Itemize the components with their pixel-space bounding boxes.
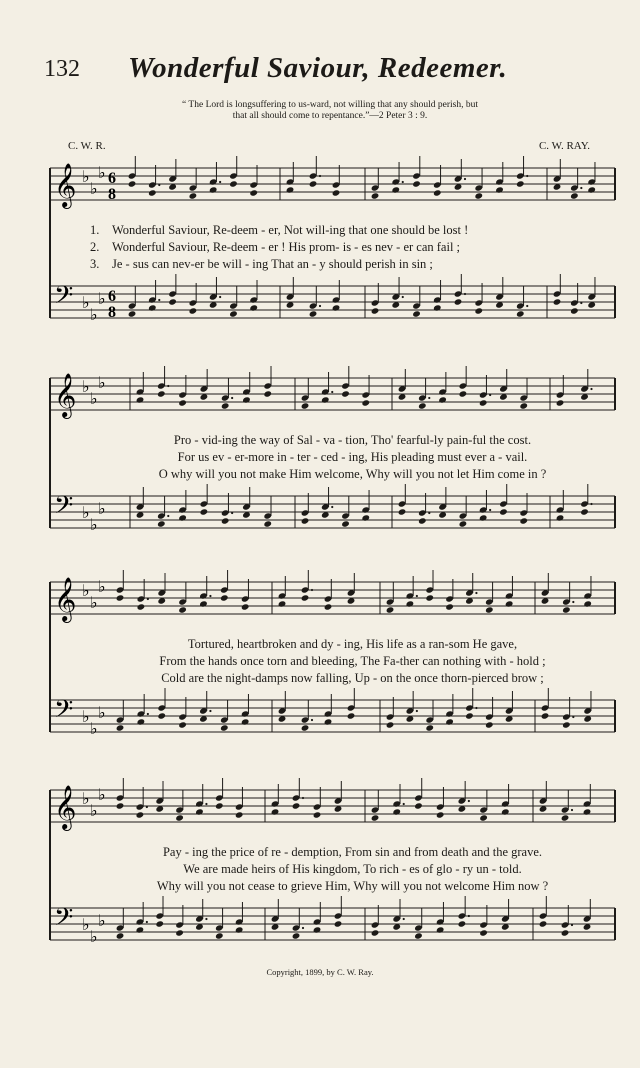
lyric-text: Wonderful Saviour, Re-deem - er, Not will-ing that one should be lost !: [112, 223, 469, 237]
treble-clef-icon: 𝄞: [54, 785, 77, 829]
bass-notes-measure-1: [116, 896, 244, 940]
music-system-1: [50, 163, 615, 328]
flat-icon: ♭: [98, 785, 106, 804]
bass-staff: [50, 700, 615, 732]
bass-clef-icon: 𝄢: [54, 903, 74, 938]
music-system-2: [50, 373, 615, 538]
lyric-text: Pay - ing the price of re - demption, From sin and from death and the grave.: [162, 845, 543, 859]
epigraph: [100, 100, 560, 122]
treble-notes-measure-1: [116, 778, 244, 822]
bass-clef-icon: 𝄢: [54, 491, 74, 526]
lyrics-block: [90, 222, 615, 273]
lyric-line: [90, 239, 615, 256]
bass-notes-measure-2: [286, 277, 341, 318]
flat-icon: ♭: [82, 789, 90, 808]
flat-icon: ♭: [90, 389, 98, 408]
lyric-line: [90, 466, 615, 483]
flat-icon: ♭: [98, 373, 106, 392]
lyric-text: Cold are the night-damps now falling, Up - on the once thorn-pierced brow ;: [161, 671, 544, 685]
bass-notes-measure-2: [136, 484, 272, 528]
lyrics-block: [90, 636, 615, 687]
flat-icon: ♭: [90, 801, 98, 820]
flat-icon: ♭: [82, 167, 90, 186]
flat-icon: ♭: [82, 707, 90, 726]
flat-icon: ♭: [90, 179, 98, 198]
flat-icon: ♭: [98, 577, 106, 596]
time-signature-top: 6: [108, 170, 116, 187]
lyric-line: [90, 222, 615, 239]
flat-icon: ♭: [82, 581, 90, 600]
lyric-line: [90, 878, 615, 895]
treble-notes-measure-3: [371, 156, 529, 200]
bass-notes-measure-5: [556, 484, 593, 522]
flat-icon: ♭: [98, 911, 106, 930]
flat-icon: ♭: [90, 305, 98, 324]
lyric-text: Wonderful Saviour, Re-deem - er ! His prom- is - es nev - er can fail ;: [112, 240, 461, 254]
lyrics-block: [90, 432, 615, 483]
lyric-text: Je - sus can nev-er be will - ing That an - y should perish in sin ;: [112, 257, 433, 271]
flat-icon: ♭: [90, 719, 98, 738]
bass-notes-measure-3: [301, 487, 370, 528]
bass-notes-measure-2: [271, 896, 343, 940]
flat-icon: ♭: [98, 703, 106, 722]
bass-notes-measure-4: [398, 484, 528, 528]
bass-staff: [50, 908, 615, 940]
flat-icon: ♭: [82, 377, 90, 396]
lyric-line: [90, 670, 615, 687]
lyric-line: [90, 432, 615, 449]
treble-notes-measure-4: [539, 781, 592, 822]
lyric-line: [90, 636, 615, 653]
lyric-line: [90, 861, 615, 878]
treble-notes-measure-3: [371, 778, 510, 822]
treble-notes-measure-4: [398, 366, 528, 410]
bass-notes-measure-3: [386, 688, 514, 732]
lyric-text: From the hands once torn and bleeding, The Fa-ther can nothing with - hold ;: [159, 654, 546, 668]
bass-notes-measure-1: [128, 274, 258, 318]
treble-notes-measure-3: [386, 570, 514, 614]
credit-words: C. W. R.: [68, 140, 106, 152]
bass-clef-icon: 𝄢: [54, 281, 74, 316]
credit-music: C. W. RAY.: [538, 140, 590, 152]
music-system-3: [50, 577, 615, 742]
flat-icon: ♭: [90, 927, 98, 946]
flat-icon: ♭: [90, 515, 98, 534]
copyright: Copyright, 1899, by C. W. Ray.: [266, 967, 374, 977]
page-number: 132: [44, 56, 80, 82]
bass-notes-measure-3: [371, 896, 510, 940]
verse-number: 2.: [90, 240, 100, 254]
flat-icon: ♭: [98, 289, 106, 308]
lyric-text: Why will you not cease to grieve Him, Why will you not welcome Him now ?: [156, 879, 549, 893]
treble-clef-icon: 𝄞: [54, 577, 77, 621]
treble-notes-measure-3: [301, 366, 370, 410]
bass-notes-measure-2: [278, 688, 356, 732]
treble-staff: [50, 790, 615, 822]
bass-notes-measure-3: [371, 274, 529, 318]
time-signature-bottom: 8: [108, 304, 116, 321]
treble-notes-measure-4: [541, 573, 592, 614]
time-signature-bottom: 8: [108, 186, 116, 203]
epigraph-line-2: that all should come to repentance.”—2 Peter 3 : 9.: [232, 111, 428, 121]
treble-clef-icon: 𝄞: [54, 373, 77, 417]
lyric-line: [90, 256, 615, 273]
treble-staff: [50, 582, 615, 614]
treble-notes-measure-5: [556, 369, 593, 407]
lyric-text: O why will you not make Him welcome, Why will you not let Him come in ?: [158, 467, 547, 481]
flat-icon: ♭: [82, 293, 90, 312]
treble-clef-icon: 𝄞: [54, 163, 77, 207]
lyric-text: Pro - vid-ing the way of Sal - va - tion, Tho' fearful-ly pain-ful the cost.: [173, 433, 532, 447]
lyric-text: We are made heirs of His kingdom, To rich - es of glo - ry un - told.: [183, 862, 522, 876]
hymn-title: Wonderful Saviour, Redeemer.: [128, 52, 508, 84]
flat-icon: ♭: [90, 593, 98, 612]
lyric-line: [90, 653, 615, 670]
bass-staff: [50, 496, 615, 528]
lyrics-block: [90, 844, 615, 895]
flat-icon: ♭: [82, 915, 90, 934]
treble-notes-measure-1: [128, 156, 258, 200]
lyric-line: [90, 449, 615, 466]
music-system-4: [50, 785, 615, 950]
lyric-text: For us ev - er-more in - ter - ced - ing, His pleading must ever a - vail.: [177, 450, 528, 464]
time-signature-top: 6: [108, 288, 116, 305]
verse-number: 1.: [90, 223, 100, 237]
flat-icon: ♭: [98, 163, 106, 182]
flat-icon: ♭: [98, 499, 106, 518]
lyric-text: Tortured, heartbroken and dy - ing, His life as a ran-som He gave,: [187, 637, 518, 651]
treble-notes-measure-2: [136, 366, 272, 410]
bass-clef-icon: 𝄢: [54, 695, 74, 730]
lyric-line: [90, 844, 615, 861]
flat-icon: ♭: [82, 503, 90, 522]
epigraph-line-1: “ The Lord is longsuffering to us-ward, not willing that any should perish, but: [182, 100, 478, 110]
treble-staff: [50, 378, 615, 410]
bass-notes-measure-1: [116, 688, 250, 732]
treble-notes-measure-1: [116, 570, 250, 614]
treble-notes-measure-4: [553, 159, 596, 200]
verse-number: 3.: [90, 257, 100, 271]
